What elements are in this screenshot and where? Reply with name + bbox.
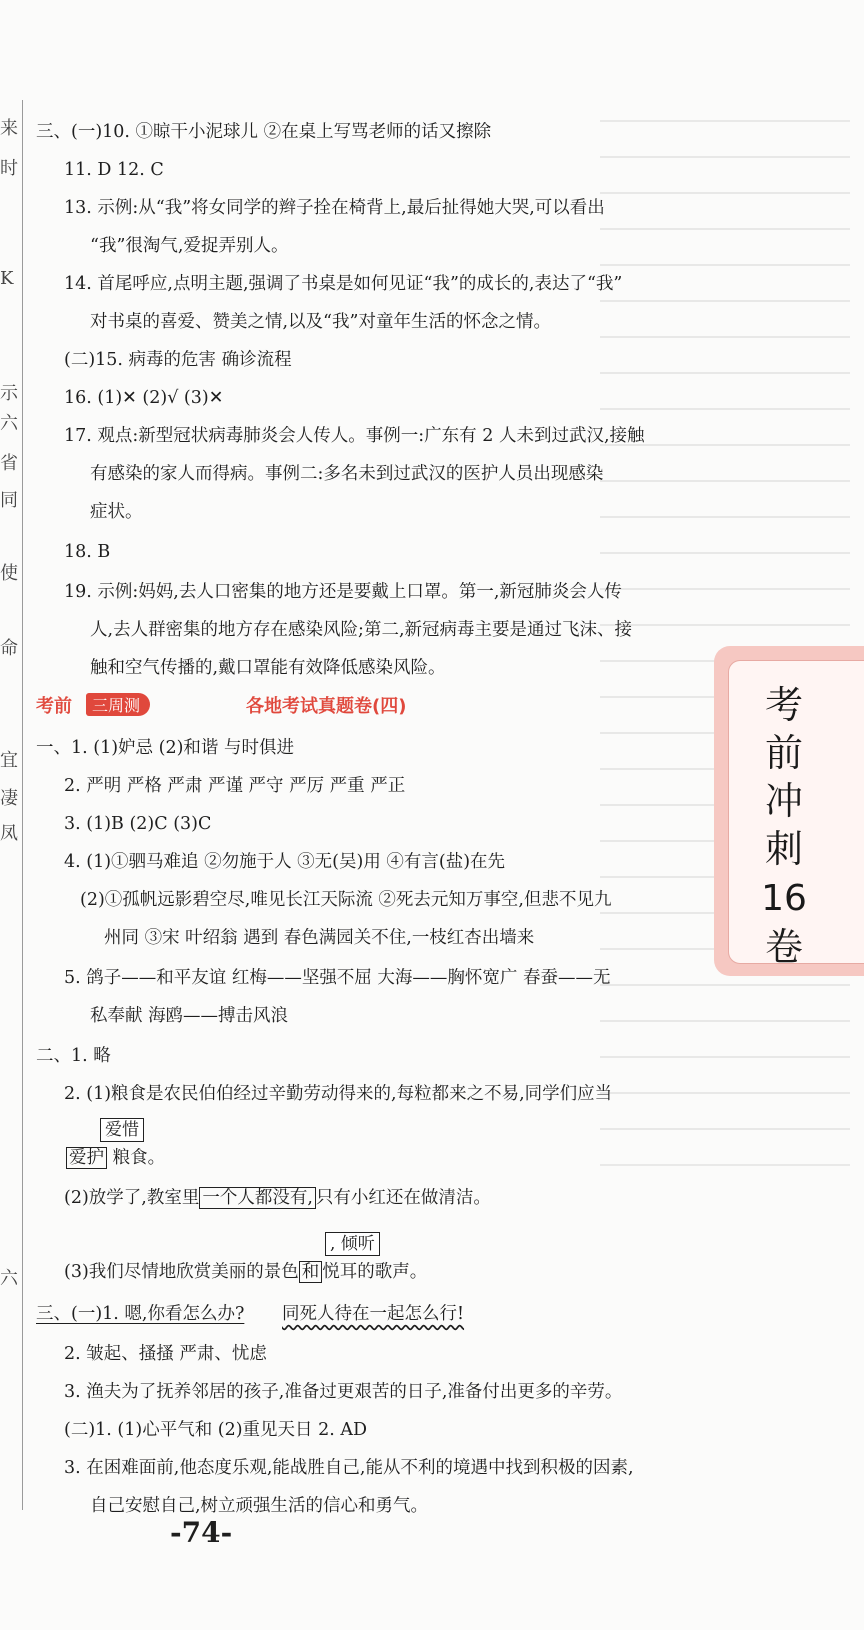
answer-line: 4. (1)①驷马难追 ②勿施于人 ③无(吴)用 ④有言(盐)在先 bbox=[64, 852, 506, 872]
answer-line: 州同 ③宋 叶绍翁 遇到 春色满园关不住,一枝红杏出墙来 bbox=[104, 928, 535, 948]
bleed-char: 示 bbox=[0, 383, 18, 404]
inserted-word-box: 爱惜 bbox=[100, 1118, 144, 1142]
answer-line: 13. 示例:从“我”将女同学的辫子拴在椅背上,最后扯得她大哭,可以看出 bbox=[64, 198, 605, 218]
bleed-char: 凤 bbox=[0, 823, 18, 844]
answer-line: 症状。 bbox=[90, 502, 143, 522]
answer-line: “我”很淘气,爱捉弄别人。 bbox=[90, 236, 289, 256]
answer-line bbox=[66, 1146, 165, 1170]
correction-answer-2 bbox=[64, 1186, 491, 1210]
answer-line: 17. 观点:新型冠状病毒肺炎会人传人。事例一:广东有 2 人未到过武汉,接触 bbox=[64, 426, 645, 446]
answer-line bbox=[282, 1302, 464, 1326]
banner-prefix: 考前 bbox=[36, 696, 72, 717]
answer-line: 对书桌的喜爱、赞美之情,以及“我”对童年生活的怀念之情。 bbox=[90, 312, 551, 332]
answer-line: 人,去人群密集的地方存在感染风险;第二,新冠病毒主要是通过飞沫、接 bbox=[90, 620, 633, 640]
answer-line: 二、1. 略 bbox=[36, 1046, 111, 1066]
answer-line: 11. D 12. C bbox=[64, 160, 164, 180]
answer-line: 私奉献 海鸥——搏击风浪 bbox=[90, 1006, 289, 1026]
answer-line: 19. 示例:妈妈,去人口密集的地方还是要戴上口罩。第一,新冠肺炎会人传 bbox=[64, 582, 622, 602]
binding-margin-line bbox=[22, 100, 23, 1510]
banner-title: 各地考试真题卷(四) bbox=[246, 696, 407, 717]
side-tab-label: 考 前 冲 刺 16 卷 bbox=[761, 683, 807, 969]
bleed-char: 同 bbox=[0, 490, 18, 511]
underlined-sentence: 三、(一)1. 嗯,你看怎么办? bbox=[36, 1304, 245, 1324]
bleed-char: 省 bbox=[0, 453, 18, 474]
answer-line: (二)1. (1)心平气和 (2)重见天日 2. AD bbox=[64, 1420, 368, 1440]
answer-line: 一、1. (1)妒忌 (2)和谐 与时俱进 bbox=[36, 738, 294, 758]
answer-line: 16. (1)✕ (2)√ (3)✕ bbox=[64, 388, 224, 408]
page-number: -74- bbox=[170, 1516, 233, 1549]
bleed-char: K bbox=[0, 268, 14, 289]
answer-line: 5. 鸽子——和平友谊 红梅——坚强不屈 大海——胸怀宽广 春蚕——无 bbox=[64, 968, 611, 988]
bleed-char: 宜 bbox=[0, 750, 18, 771]
answer-line: 3. 渔夫为了抚养邻居的孩子,准备过更艰苦的日子,准备付出更多的辛劳。 bbox=[64, 1382, 623, 1402]
answer-line: (二)15. 病毒的危害 确诊流程 bbox=[64, 350, 292, 370]
answer-line: 14. 首尾呼应,点明主题,强调了书桌是如何见证“我”的成长的,表达了“我” bbox=[64, 274, 623, 294]
bleed-char: 六 bbox=[0, 413, 18, 434]
answer-line: 有感染的家人而得病。事例二:多名未到过武汉的医护人员出现感染 bbox=[90, 464, 604, 484]
replaced-word: 爱护 bbox=[66, 1147, 107, 1169]
answer-line: 18. B bbox=[64, 542, 111, 562]
insertion-mark-box: 和 bbox=[299, 1261, 323, 1283]
inserted-word-box: , 倾听 bbox=[325, 1232, 380, 1256]
answer-line: 2. (1)粮食是农民伯伯经过辛勤劳动得来的,每粒都来之不易,同学们应当 bbox=[64, 1084, 613, 1104]
wavy-underlined-sentence: 同死人待在一起怎么行! bbox=[282, 1304, 465, 1324]
bleed-char: 凄 bbox=[0, 788, 18, 809]
answer-line: 2. 严明 严格 严肃 严谨 严守 严厉 严重 严正 bbox=[64, 776, 406, 796]
deleted-phrase-box: 一个人都没有, bbox=[199, 1187, 316, 1209]
answer-text: (2)放学了,教室里 bbox=[64, 1188, 200, 1208]
exam-section-banner bbox=[36, 692, 606, 720]
bleed-char: 六 bbox=[0, 1268, 18, 1289]
answer-line bbox=[36, 1302, 244, 1326]
answer-line: 2. 皱起、搔搔 严肃、忧虑 bbox=[64, 1344, 267, 1364]
answer-line: 触和空气传播的,戴口罩能有效降低感染风险。 bbox=[90, 658, 446, 678]
answer-text: 粮食。 bbox=[107, 1148, 166, 1168]
answer-line: 3. 在困难面前,他态度乐观,能战胜自己,能从不利的境遇中找到积极的因素, bbox=[64, 1458, 634, 1478]
bleed-char: 来 bbox=[0, 118, 18, 139]
answer-line: (2)①孤帆远影碧空尽,唯见长江天际流 ②死去元知万事空,但悲不见九 bbox=[80, 890, 612, 910]
bleed-char: 命 bbox=[0, 638, 18, 659]
banner-tag: 三周测 bbox=[86, 693, 150, 716]
bleed-char: 时 bbox=[0, 158, 18, 179]
answer-line: 3. (1)B (2)C (3)C bbox=[64, 814, 212, 834]
answer-line: 三、(一)10. ①晾干小泥球儿 ②在桌上写骂老师的话又擦除 bbox=[36, 122, 492, 142]
side-section-tab bbox=[714, 646, 864, 976]
answer-text: (3)我们尽情地欣赏美丽的景色 bbox=[64, 1262, 299, 1282]
side-tab-panel bbox=[728, 660, 864, 969]
answer-text: 只有小红还在做清洁。 bbox=[315, 1188, 491, 1208]
bleed-char: 使 bbox=[0, 563, 18, 584]
answer-text: 悦耳的歌声。 bbox=[322, 1262, 428, 1282]
answer-line bbox=[64, 1260, 427, 1284]
answer-line: 自己安慰自己,树立顽强生活的信心和勇气。 bbox=[90, 1496, 429, 1516]
